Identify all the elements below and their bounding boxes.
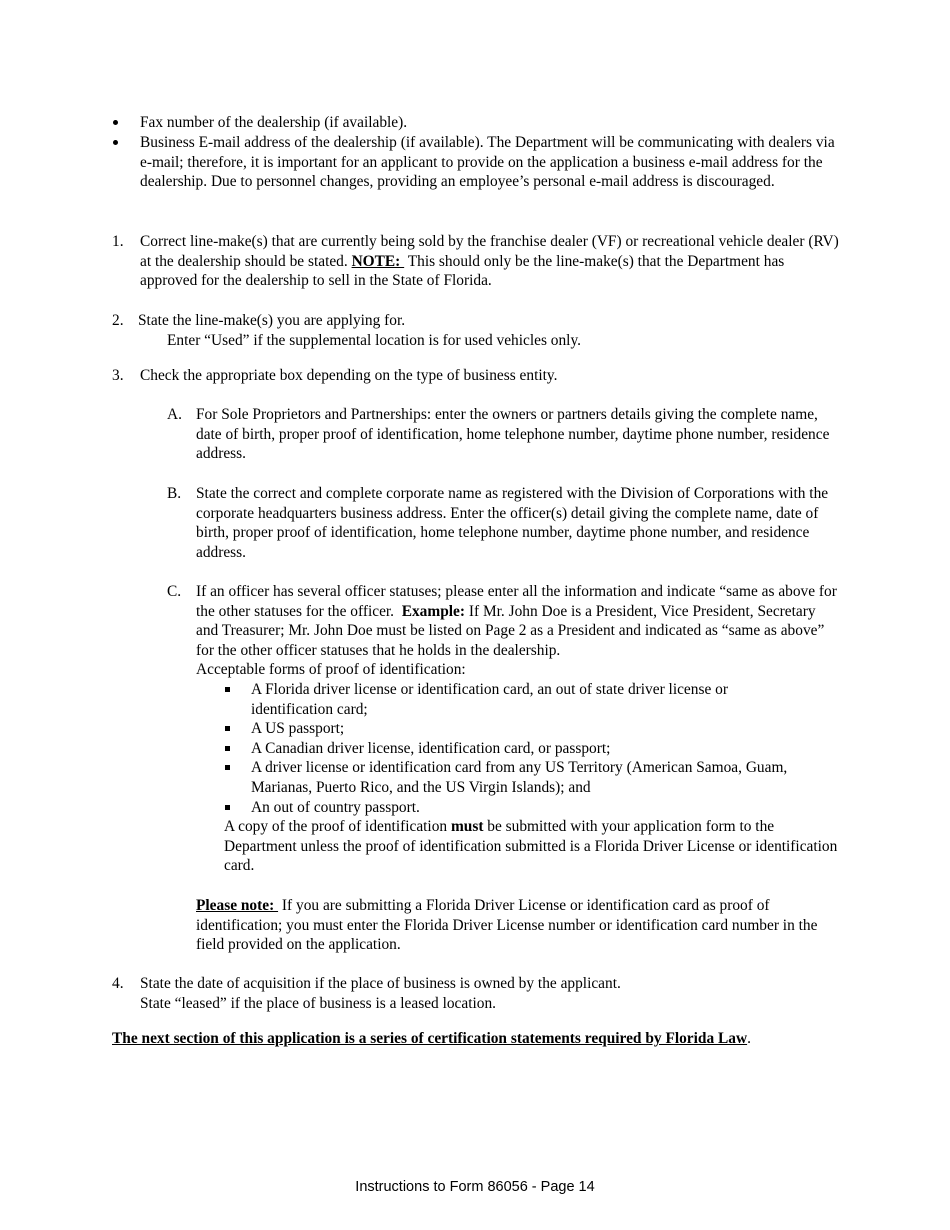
item-3-text: Check the appropriate box depending on the type of business entity. — [140, 367, 558, 384]
please-note-text: If you are submitting a Florida Driver License or identification card as proof of identification; you must enter the Florida Driver License number or identification card number in the field provided on the application. — [196, 897, 818, 954]
item-1-text-before: Correct line-make(s) that are currently being sold by the franchise dealer (VF) or recreational vehicle dealer (RV) at the dealership should be stated. — [140, 233, 839, 270]
item-2-line1: State the line-make(s) you are applying for. — [138, 312, 406, 329]
item-4-line2: State “leased” if the place of business is a leased location. — [140, 995, 496, 1012]
item-1-number: 1. — [112, 233, 124, 250]
note-label: NOTE: — [351, 252, 405, 270]
id-form-item: A driver license or identification card from any US Territory (American Samoa, Guam, Marianas, Puerto Rico, and the US Virgin Islands); and — [251, 759, 788, 796]
bullet-marker — [112, 133, 124, 153]
page-footer: Instructions to Form 86056 - Page 14 — [355, 1179, 595, 1195]
item-3b-text: State the correct and complete corporate name as registered with the Division of Corporations with the corporate headquarters business address. Enter the officer(s) detail giving the complete name, date of birth, proper proof of identification, home telephone number, daytime phone number, and residence address. — [196, 485, 829, 561]
square-bullet — [224, 739, 234, 759]
item-1-text — [140, 232, 840, 291]
id-form-item: A US passport; — [251, 720, 345, 737]
copy-proof-before: A copy of the proof of identification — [224, 818, 451, 835]
item-4-line1: State the date of acquisition if the place of business is owned by the applicant. — [140, 975, 621, 992]
acceptable-forms-heading: Acceptable forms of proof of identification: — [196, 661, 466, 678]
item-3c-text — [196, 582, 841, 660]
must-emphasis: must — [450, 818, 484, 835]
item-3c-text-before: If an officer has several officer statuses; please enter all the information and indicate “same as above for the other statuses for the officer. — [196, 583, 841, 620]
square-bullet — [224, 758, 234, 778]
bullet-email: Business E-mail address of the dealership (if available). The Department will be communicating with dealers via e-mail; therefore, it is important for an applicant to provide on the application a business e-mail address for the dealership. Due to personnel changes, providing an employee’s personal e-mail address is discouraged. — [140, 134, 835, 191]
id-form-item: A Canadian driver license, identification card, or passport; — [251, 740, 611, 757]
bullet-fax: Fax number of the dealership (if available). — [140, 114, 408, 131]
copy-proof-after: be submitted with your application form to the Department unless the proof of identification submitted is a Florida Driver License or identification card. — [224, 818, 838, 875]
item-3c-letter: C. — [167, 583, 182, 600]
item-4-number: 4. — [112, 975, 124, 992]
item-3a-letter: A. — [167, 406, 182, 423]
id-form-item: An out of country passport. — [251, 799, 420, 816]
item-3-number: 3. — [112, 367, 124, 384]
bullet-marker — [112, 113, 124, 133]
item-2-number: 2. — [112, 312, 124, 329]
square-bullet — [224, 798, 234, 818]
item-3a-text: For Sole Proprietors and Partnerships: enter the owners or partners details giving the complete name, date of birth, proper proof of identification, home telephone number, daytime phone number, residence address. — [196, 406, 830, 463]
square-bullet — [224, 680, 234, 700]
id-form-item: A Florida driver license or identification card, an out of state driver license or identification card; — [251, 681, 728, 718]
item-1-text-after: This should only be the line-make(s) that the Department has approved for the dealership to sell in the State of Florida. — [140, 252, 785, 290]
certification-notice — [112, 1029, 852, 1049]
copy-proof-text — [224, 817, 839, 876]
item-3b-letter: B. — [167, 485, 182, 502]
please-note-paragraph — [196, 896, 841, 955]
please-note-label: Please note: — [196, 897, 279, 914]
certification-notice-period: . — [747, 1030, 751, 1047]
item-2-line2: Enter “Used” if the supplemental location is for used vehicles only. — [167, 332, 581, 349]
item-3c-text-after: If Mr. John Doe is a President, Vice President, Secretary and Treasurer; Mr. John Doe must be listed on Page 2 as a President and indicated as “same as above” for the other officer statuses that he holds in the dealership. — [196, 602, 825, 659]
certification-notice-text: The next section of this application is a series of certification statements required by Florida Law — [112, 1030, 748, 1047]
square-bullet — [224, 719, 234, 739]
example-label: Example: — [401, 602, 465, 620]
